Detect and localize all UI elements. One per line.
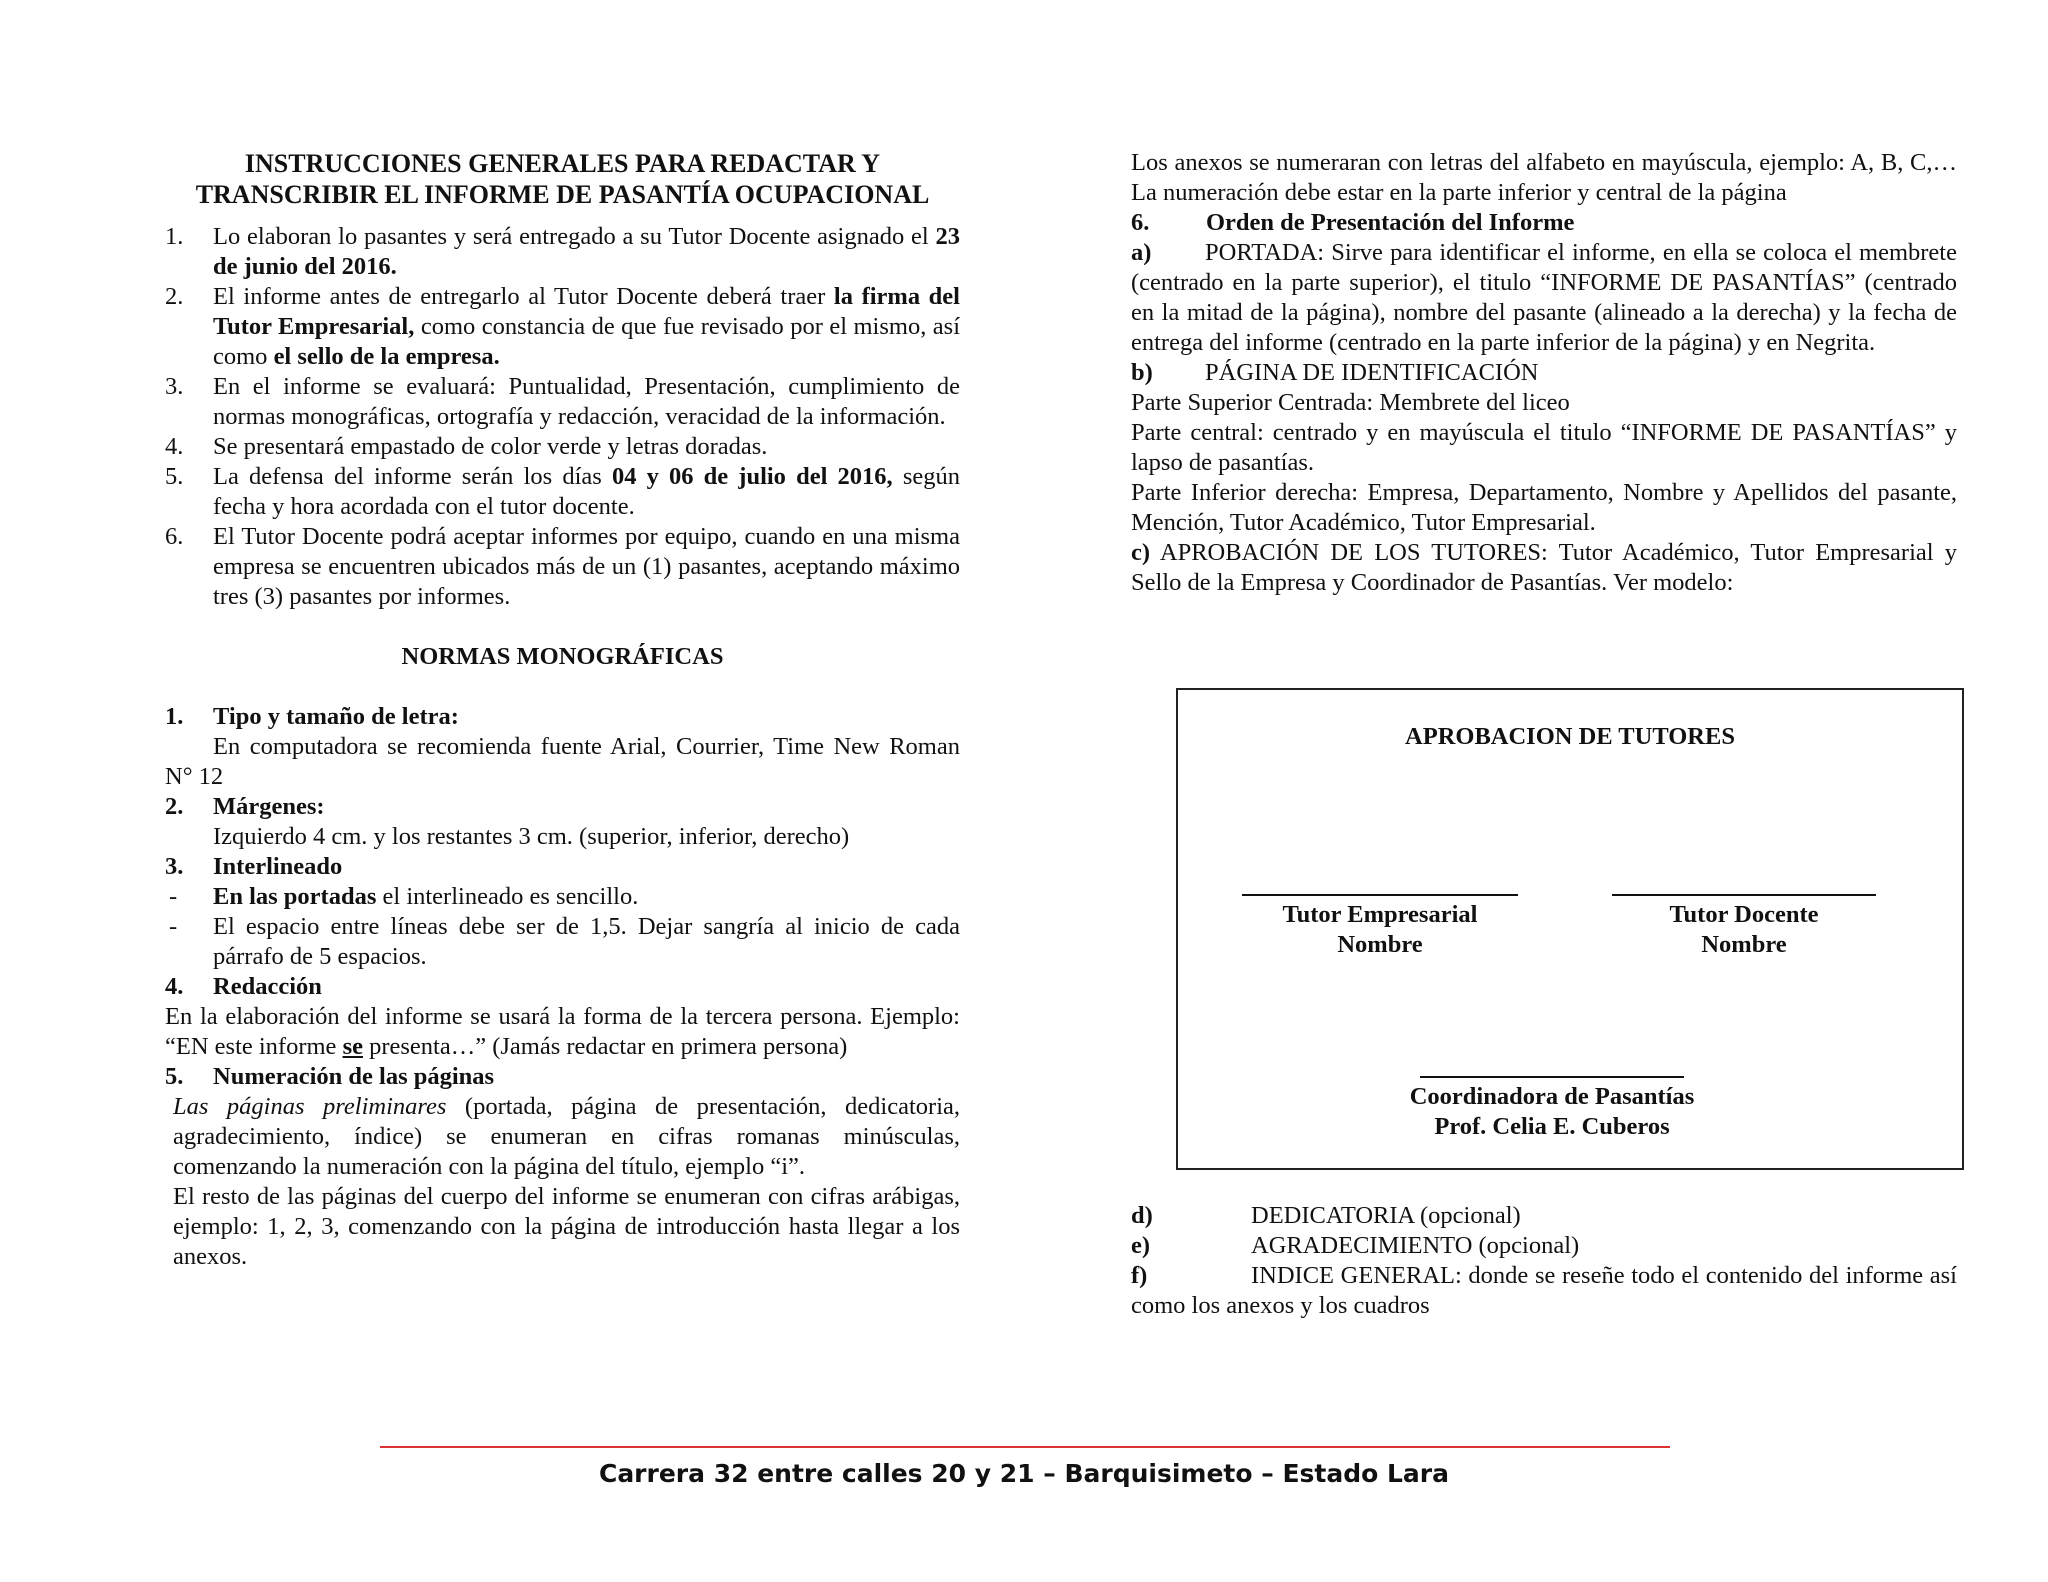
signature-tutor-empresarial: Tutor Empresarial Nombre xyxy=(1240,894,1520,960)
item-aprobacion: c) APROBACIÓN DE LOS TUTORES: Tutor Académico, Tutor Empresarial y Sello de la Empresa y Coordinador de Pasantías. Ver modelo: xyxy=(1131,539,1957,596)
list-item: 6. El Tutor Docente podrá aceptar informes por equipo, cuando en una misma empresa se encuentren ubicados más de un (1) pasantes, aceptando máximo tres (3) pasantes por informes. xyxy=(165,523,960,610)
list-item: 3. En el informe se evaluará: Puntualidad, Presentación, cumplimiento de normas monográficas, ortografía y redacción, veracidad de la información. xyxy=(165,373,960,430)
footer-address: Carrera 32 entre calles 20 y 21 – Barquisimeto – Estado Lara xyxy=(598,1459,1450,1488)
signature-tutor-docente: Tutor Docente Nombre xyxy=(1604,894,1884,960)
annex-paragraph: Los anexos se numeraran con letras del alfabeto en mayúscula, ejemplo: A, B, C,… La numeración debe estar en la parte inferior y central de la página xyxy=(1131,149,1957,206)
section-orden: 6. Orden de Presentación del Informe xyxy=(1131,209,1575,236)
approval-model-box xyxy=(1176,688,1964,1170)
item-portada: a) PORTADA: Sirve para identificar el informe, en ella se coloca el membrete (centrado en la parte superior), el titulo “INFORME DE PASANTÍAS” (centrado en la mitad de la página), nombre del pasante (alineado a la derecha) y la fecha de entrega del informe (centrado en la parte inferior de la página) y en Negrita. xyxy=(1131,239,1957,356)
left-column xyxy=(165,148,960,1272)
right-column: Los anexos se numeraran con letras del alfabeto en mayúscula, ejemplo: A, B, C,… La numeración debe estar en la parte inferior y central de la página 6. Orden de Presentación del Informe a) PORTADA: Sirve para identificar el informe, en ella se coloca el membrete (centrado en la parte superior), el titulo “INFORME DE PASANTÍAS” (centrado en la mitad de la página), nombre del pasante (alineado a la derecha) y la fecha de entrega del informe (centrado en la parte inferior de la página) y en Negrita. b) PÁGINA DE IDENTIFICACIÓN Parte Superior Centrada: Membrete del liceo Parte central: centrado y en mayúscula el titulo “INFORME DE PASANTÍAS” y lapso de pasantías. Parte Inferior derecha: Empresa, Departamento, Nombre y Apellidos del pasante, Mención, Tutor Académico, Tutor Empresarial. c) APROBACIÓN DE LOS TUTORES: Tutor Académico, Tutor Empresarial y Sello de la Empresa y Coordinador de Pasantías. Ver modelo: xyxy=(1131,149,1957,596)
list-item: - El espacio entre líneas debe ser de 1,5. Dejar sangría al inicio de cada párrafo de 5 espacios. xyxy=(169,913,960,970)
list-item: 2. El informe antes de entregarlo al Tutor Docente deberá traer la firma del Tutor Empresarial, como constancia de que fue revisado por el mismo, así como el sello de la empresa. xyxy=(165,283,960,370)
approval-title: APROBACION DE TUTORES xyxy=(1405,723,1735,750)
item-dedicatoria: d) DEDICATORIA (opcional) xyxy=(1131,1202,1521,1229)
item-agradecimiento: e) AGRADECIMIENTO (opcional) xyxy=(1131,1232,1580,1259)
section-tipo-letra: 1. Tipo y tamaño de letra: En computadora se recomienda fuente Arial, Courrier, Time New Roman N° 12 xyxy=(165,703,960,790)
section-interlineado: 3. Interlineado - En las portadas el interlineado es sencillo. - El espacio entre líneas debe ser de 1,5. Dejar sangría al inicio de cada párrafo de 5 espacios. xyxy=(165,853,960,970)
section-margenes: 2. Márgenes: Izquierdo 4 cm. y los restantes 3 cm. (superior, inferior, derecho) xyxy=(165,793,850,850)
instructions-list xyxy=(165,222,960,612)
item-indice: f) INDICE GENERAL: donde se reseñe todo el contenido del informe así como los anexos y los cuadros xyxy=(1131,1262,1957,1319)
list-item: 5. La defensa del informe serán los días 04 y 06 de julio del 2016, según fecha y hora acordada con el tutor docente. xyxy=(165,463,960,520)
right-column-bottom xyxy=(1131,1201,1957,1321)
item-identificacion: b) PÁGINA DE IDENTIFICACIÓN xyxy=(1131,359,1539,386)
footer-divider xyxy=(380,1446,1670,1448)
list-item: - En las portadas el interlineado es sencillo. xyxy=(169,883,639,910)
normas-title: NORMAS MONOGRÁFICAS xyxy=(401,643,724,670)
list-item: 1. Lo elaboran lo pasantes y será entregado a su Tutor Docente asignado el 23 de junio del 2016. xyxy=(165,223,960,280)
list-item: 4. Se presentará empastado de color verde y letras doradas. xyxy=(165,433,768,460)
section-redaccion: 4. Redacción En la elaboración del informe se usará la forma de la tercera persona. Ejemplo: “EN este informe se presenta…” (Jamás redactar en primera persona) xyxy=(165,973,960,1060)
section-numeracion: 5. Numeración de las páginas Las páginas preliminares (portada, página de presentación, dedicatoria, agradecimiento, índice) se enumeran en cifras romanas minúsculas, comenzando la numeración con la página del título, ejemplo “i”. El resto de las páginas del cuerpo del informe se enumeran con cifras arábigas, ejemplo: 1, 2, 3, comenzando con la página de introducción hasta llegar a los anexos. xyxy=(165,1063,961,1270)
document-title: INSTRUCCIONES GENERALES PARA REDACTAR Y TRANSCRIBIR EL INFORME DE PASANTÍA OCUPACIONAL xyxy=(195,149,930,209)
signature-coordinadora: Coordinadora de Pasantías Prof. Celia E. Cuberos xyxy=(1382,1076,1722,1142)
